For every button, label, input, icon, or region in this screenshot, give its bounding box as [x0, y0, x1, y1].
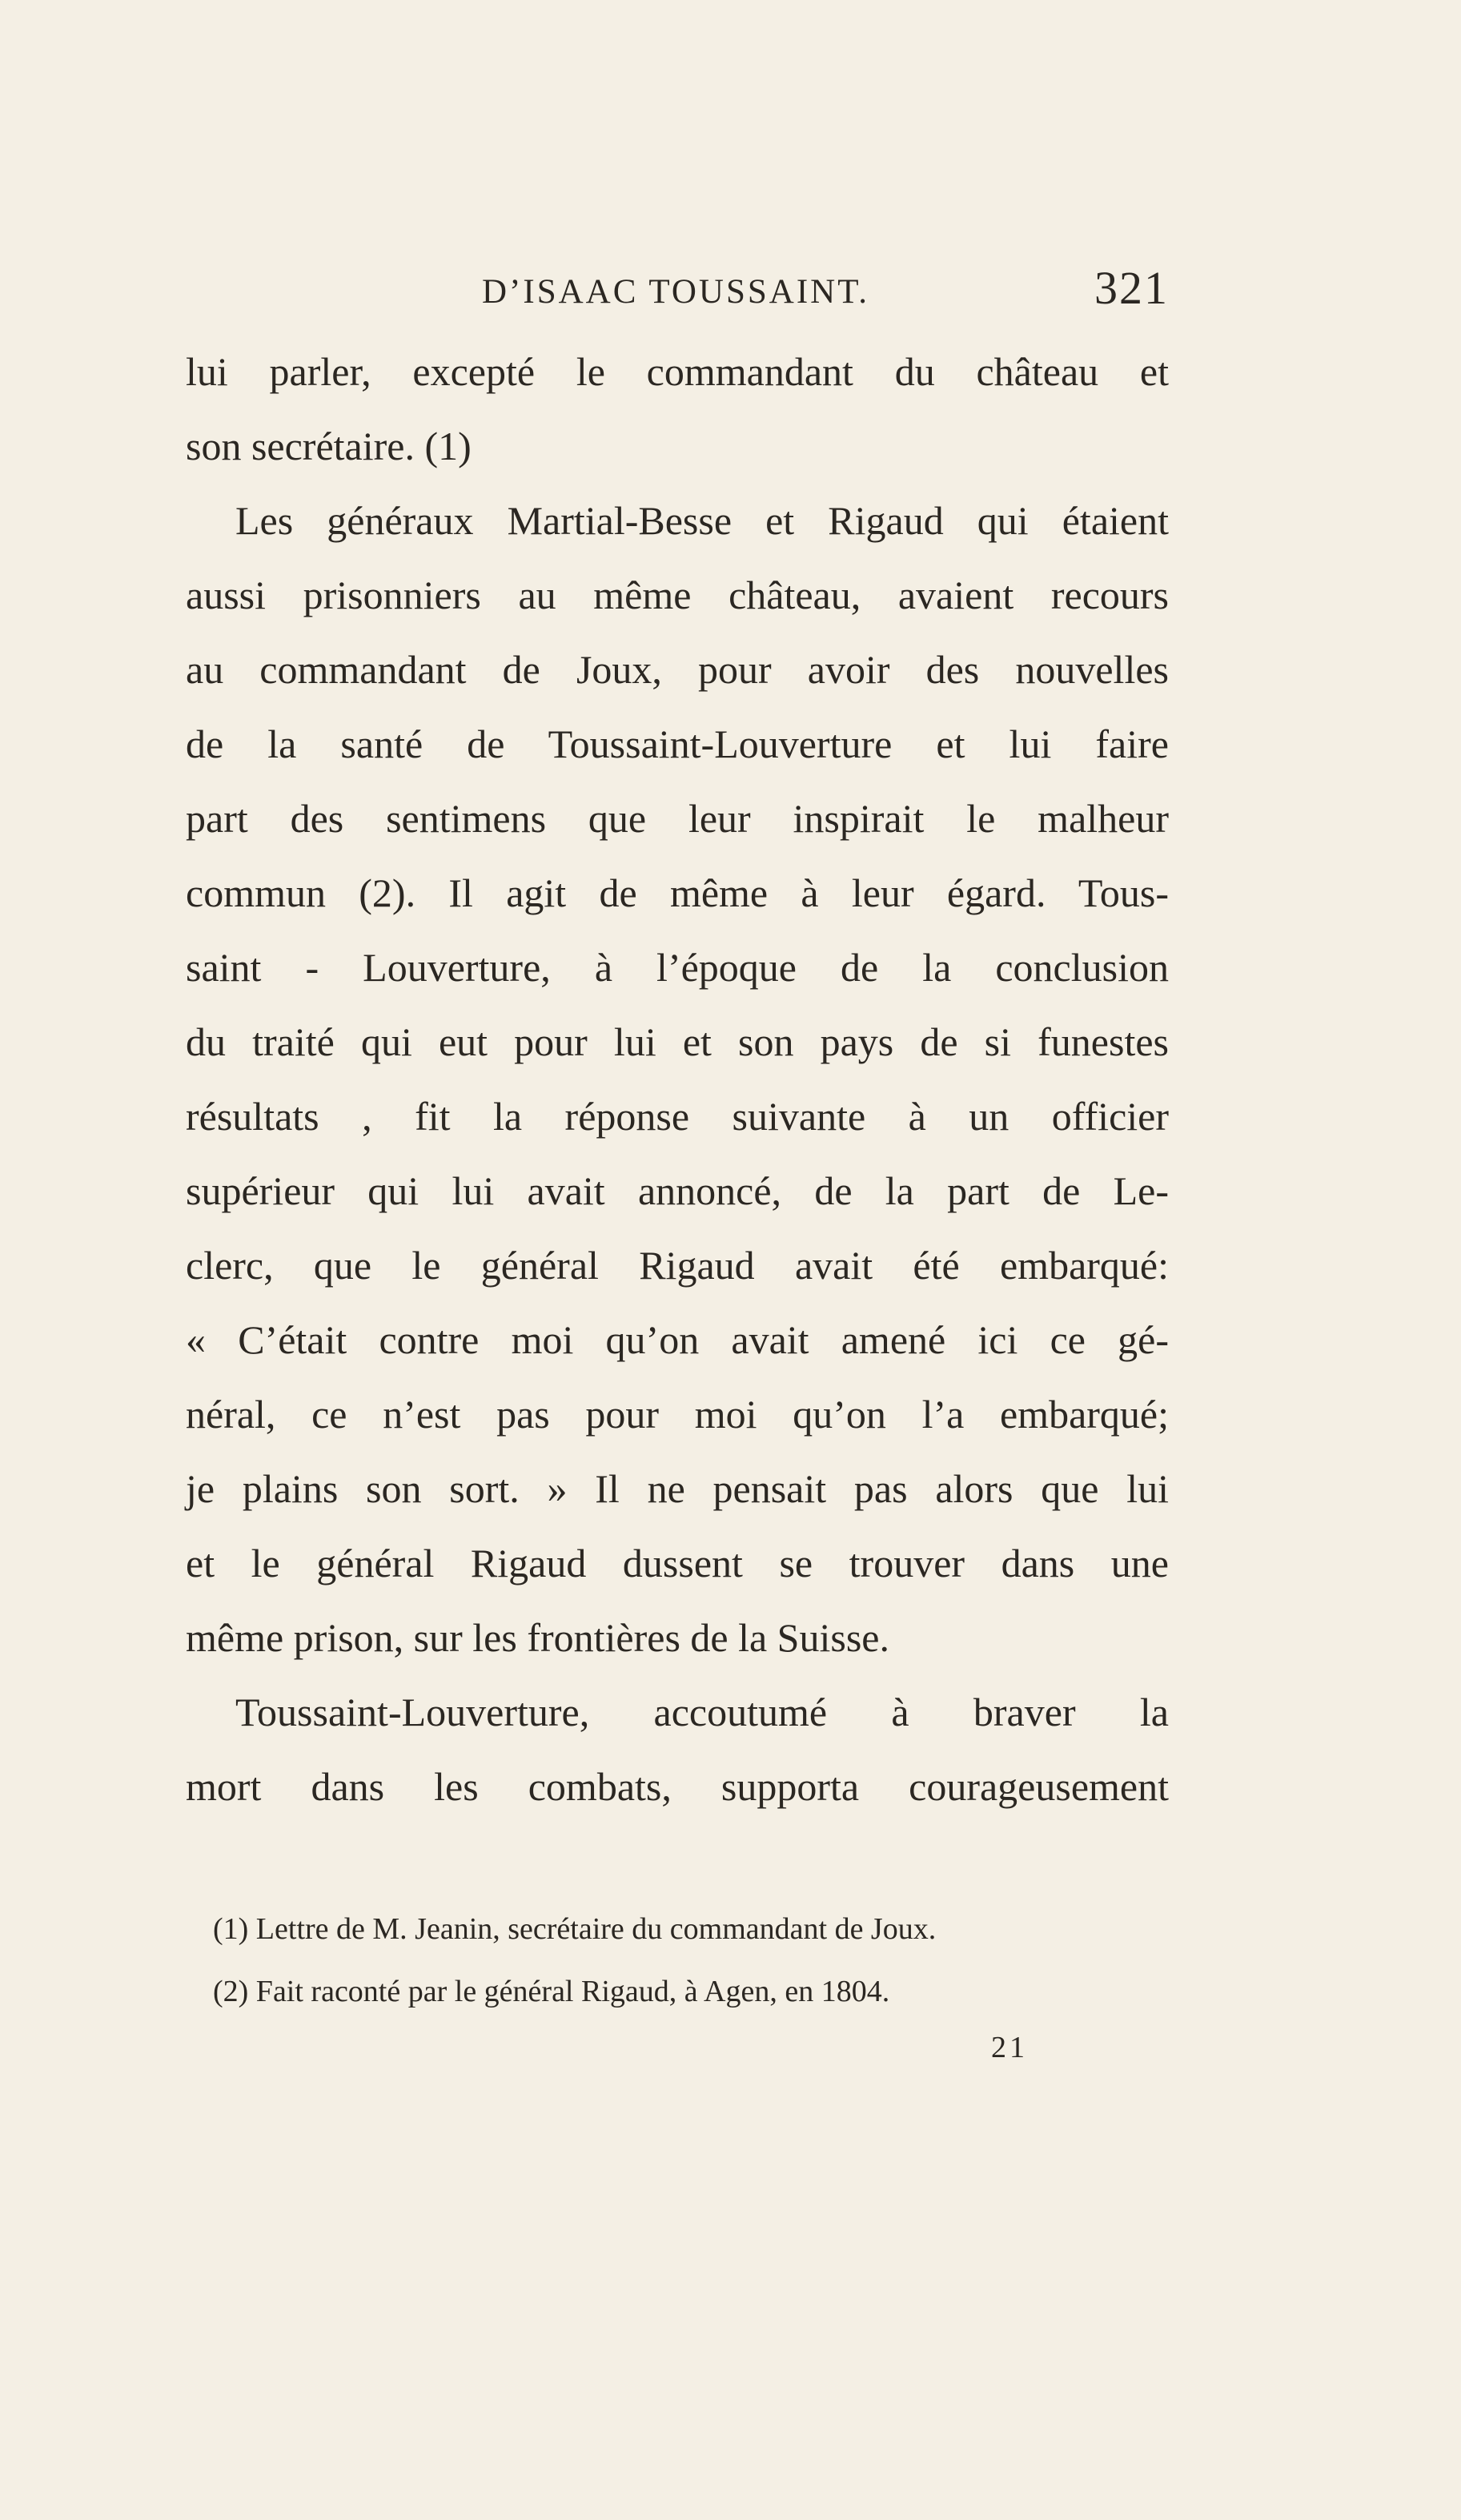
running-head-title: D’ISAAC TOUSSAINT. — [482, 273, 870, 311]
text-line: supérieur qui lui avait annoncé, de la part de Le- — [186, 1168, 1169, 1213]
text-line: néral, ce n’est pas pour moi qu’on l’a embarqué; — [186, 1392, 1169, 1437]
text-line: et le général Rigaud dussent se trouver dans une — [186, 1541, 1169, 1586]
footnote: (1) Lettre de M. Jeanin, secrétaire du commandant de Joux. — [213, 1912, 937, 1946]
text-line: aussi prisonniers au même château, avaient recours — [186, 573, 1169, 617]
running-head — [186, 261, 1169, 325]
text-line: clerc, que le général Rigaud avait été embarqué: — [186, 1243, 1169, 1288]
text-line: du traité qui eut pour lui et son pays de si funestes — [186, 1019, 1169, 1064]
text-line: je plains son sort. » Il ne pensait pas alors que lui — [186, 1466, 1169, 1511]
text-line: au commandant de Joux, pour avoir des nouvelles — [186, 647, 1169, 692]
text-line: Les généraux Martial-Besse et Rigaud qui étaient — [235, 498, 1169, 543]
signature-mark: 21 — [991, 2031, 1028, 2064]
text-line: de la santé de Toussaint-Louverture et lui faire — [186, 721, 1169, 766]
body-text — [186, 335, 1169, 1824]
page-number: 321 — [1094, 262, 1169, 314]
text-line: commun (2). Il agit de même à leur égard. Tous- — [186, 870, 1169, 915]
text-line: résultats , fit la réponse suivante à un officier — [186, 1094, 1169, 1139]
text-line: son secrétaire. (1) — [186, 424, 472, 468]
footnotes — [213, 1898, 1134, 2023]
text-line: « C’était contre moi qu’on avait amené ici ce gé- — [186, 1317, 1169, 1362]
text-line: Toussaint-Louverture, accoutumé à braver la — [235, 1690, 1169, 1734]
footnote: (2) Fait raconté par le général Rigaud, à Agen, en 1804. — [213, 1975, 890, 2008]
text-line: part des sentimens que leur inspirait le malheur — [186, 796, 1169, 841]
text-line: saint - Louverture, à l’époque de la conclusion — [186, 945, 1169, 990]
text-line: lui parler, excepté le commandant du château et — [186, 349, 1169, 394]
text-line: même prison, sur les frontières de la Suisse. — [186, 1615, 889, 1660]
text-line: mort dans les combats, supporta courageusement — [186, 1764, 1169, 1809]
